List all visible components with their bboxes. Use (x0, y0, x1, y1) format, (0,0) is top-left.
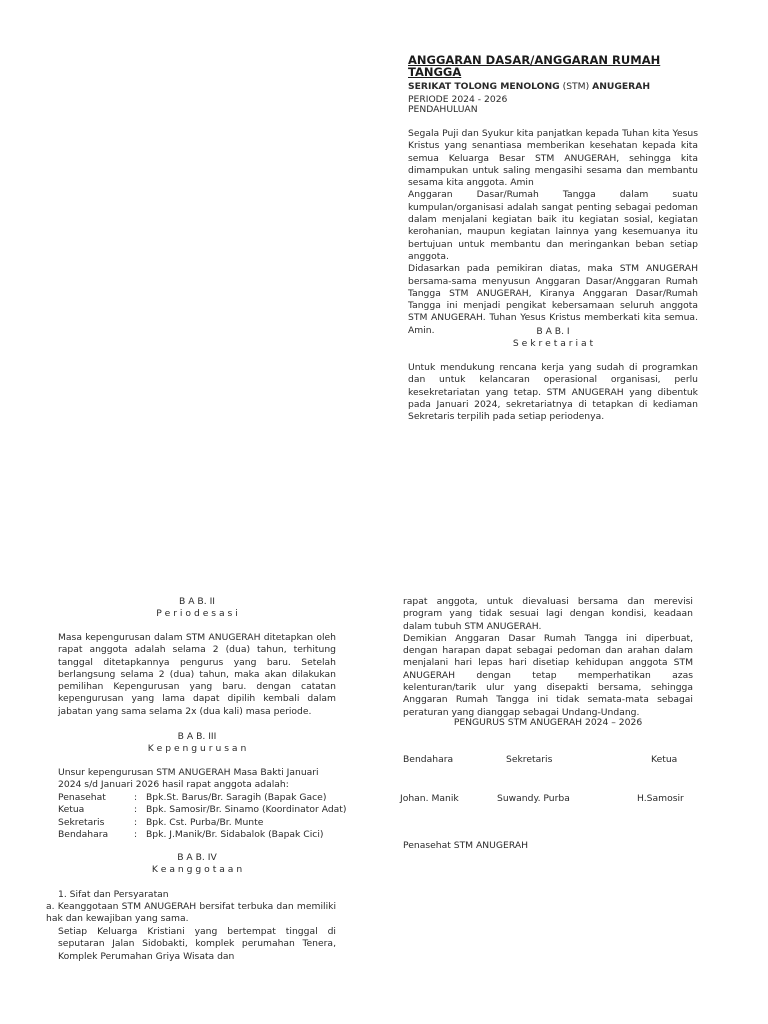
officer-name: Bpk. Cst. Purba/Br. Munte (146, 816, 264, 828)
officer-name: Bpk. J.Manik/Br. Sidabalok (Bapak Cici) (146, 828, 324, 840)
pendahuluan-section (408, 128, 698, 337)
bab1-number: B A B. I (536, 326, 570, 337)
org-name-abbrev: (STM) (559, 80, 593, 92)
officer-name: Bpk. Samosir/Br. Sinamo (Koordinator Adat) (146, 804, 347, 816)
bab3-heading (58, 731, 336, 756)
closing-section (403, 596, 693, 719)
document-period: PERIODE 2024 - 2026 (408, 93, 508, 105)
officer-row (58, 817, 348, 829)
signature-name-sekretaris: Suwandy. Purba (497, 793, 570, 804)
officer-name: Bpk.St. Barus/Br. Saragih (Bapak Gace) (146, 792, 327, 803)
officer-row (58, 792, 348, 804)
signature-name-ketua: H.Samosir (637, 793, 684, 804)
bab2-number: B A B. II (179, 596, 215, 607)
bab1-name: S e k r e t a r i a t (512, 338, 594, 350)
bab3-intro: Unsur kepengurusan STM ANUGERAH Masa Bakti Januari 2024 s/d Januari 2026 hasil rapat anggota adalah: (58, 767, 319, 791)
bab2-heading (58, 596, 336, 621)
officer-separator: : (134, 792, 138, 803)
bab2-text: Masa kepengurusan dalam STM ANUGERAH ditetapkan oleh rapat anggota adalah selama 2 (dua) tahun, terhitung tanggal ditetapkannya pengurus yang baru. Setelah berlangsung selama 2 (dua) tahun, maka akan dilakukan pemilihan Kepengurusan yang baru. dengan catatan kepengurusan yang lama dapat dipilih kembali dalam jabatan yang sama selama 2x (dua kali) masa periode. (58, 632, 336, 717)
officer-row (58, 829, 348, 841)
document-header (408, 54, 698, 106)
document-title: ANGGARAN DASAR/ANGGARAN RUMAH TANGGA (408, 53, 661, 80)
closing-paragraph: Demikian Anggaran Dasar Rumah Tangga ini diperbuat, dengan harapan dapat sebagai pedoman dan arahan dalam menjalani hari lepas hari disetiap kehidupan anggota STM ANUGERAH dengan tetap memperhatikan azas kelenturan/tarik ulur yang disepakti bersama, sehingga Anggaran Rumah Tangga ini tidak semata-mata sebagai peraturan yang dianggap sebagai Undang-Undang. (403, 632, 693, 718)
bab4-heading (58, 852, 336, 877)
pendahuluan-paragraph: Anggaran Dasar/Rumah Tangga dalam suatu kumpulan/organisasi adalah sangat penting sebagai pedoman dalam menjalani kegiatan baik itu kegiatan sosial, kegiatan kerohanian, maupun kegiatan lainnya yang kesemuanya itu bertujuan untuk membantu dan meringankan beban setiap anggota. (408, 189, 698, 262)
officer-separator: : (134, 828, 138, 840)
bab4-number: B A B. IV (177, 852, 217, 863)
signature-name-bendahara: Johan. Manik (400, 793, 459, 804)
org-name-part-1: SERIKAT TOLONG MENOLONG (408, 80, 560, 92)
officer-role: Ketua (58, 804, 85, 816)
pendahuluan-paragraph: Segala Puji dan Syukur kita panjatkan kepada Tuhan kita Yesus Kristus yang senantiasa memberikan kesehatan kepada kita semua Keluarga Besar STM ANUGERAH, sehingga kita dimampukan untuk saling mengasihi sesama dan membantu sesama kita anggota. Amin (408, 128, 698, 189)
bab4-item-1: 1. Sifat dan Persyaratan (58, 889, 169, 900)
officer-row (58, 804, 348, 816)
officer-role: Bendahara (58, 828, 109, 840)
bab1-heading (408, 326, 698, 351)
pendahuluan-paragraph: Didasarkan pada pemikiran diatas, maka STM ANUGERAH bersama-sama menyusun Anggaran Dasar/Anggaran Rumah Tangga STM ANUGERAH, Kiranya Anggaran Dasar/Rumah Tangga ini menjadi pengikat kebersamaan seluruh anggota STM ANUGERAH. Tuhan Yesus Kristus memberkati kita semua. Amin. (408, 263, 698, 336)
signature-role-ketua: Ketua (651, 754, 678, 765)
bab1-text: Untuk mendukung rencana kerja yang sudah di programkan dan untuk kelancaran operasional organisasi, perlu kesekretariatan yang tetap. STM ANUGERAH yang dibentuk pada Januari 2024, sekretariatnya di tetapkan di kediaman Sekretaris terpilih pada setiap periodenya. (408, 362, 698, 423)
officer-separator: : (134, 804, 138, 816)
organization-name (408, 81, 698, 93)
bab2-name: P e r i o d e s a s i (156, 608, 238, 620)
bab4-item-a-continuation: Setiap Keluarga Kristiani yang bertempat tinggal di seputaran Jalan Sidobakti, komplek perumahan Tenera, Komplek Perumahan Griya Wisata dan (58, 926, 336, 962)
bab3-name: K e p e n g u r u s a n (147, 743, 247, 755)
pengurus-heading: PENGURUS STM ANUGERAH 2024 – 2026 (453, 717, 643, 728)
bab4-name: K e a n g g o t a a n (151, 864, 243, 876)
bab4-item-a: a. Keanggotaan STM ANUGERAH bersifat terbuka dan memiliki hak dan kewajiban yang sama. (46, 901, 336, 925)
officer-separator: : (134, 816, 138, 828)
officer-list (58, 792, 348, 841)
officer-role: Penasehat (58, 792, 106, 803)
closing-paragraph: rapat anggota, untuk dievaluasi bersama dan merevisi program yang tidak sesuai lagi dengan kondisi, keadaan dalam tubuh STM ANUGERAH. (403, 596, 693, 632)
penasehat-label: Penasehat STM ANUGERAH (403, 840, 529, 851)
bab3-number: B A B. III (177, 731, 217, 742)
signature-role-bendahara: Bendahara (403, 754, 454, 765)
org-name-part-2: ANUGERAH (592, 80, 651, 92)
signature-role-sekretaris: Sekretaris (506, 754, 553, 765)
pendahuluan-heading: PENDAHULUAN (408, 104, 478, 115)
officer-role: Sekretaris (58, 816, 105, 828)
